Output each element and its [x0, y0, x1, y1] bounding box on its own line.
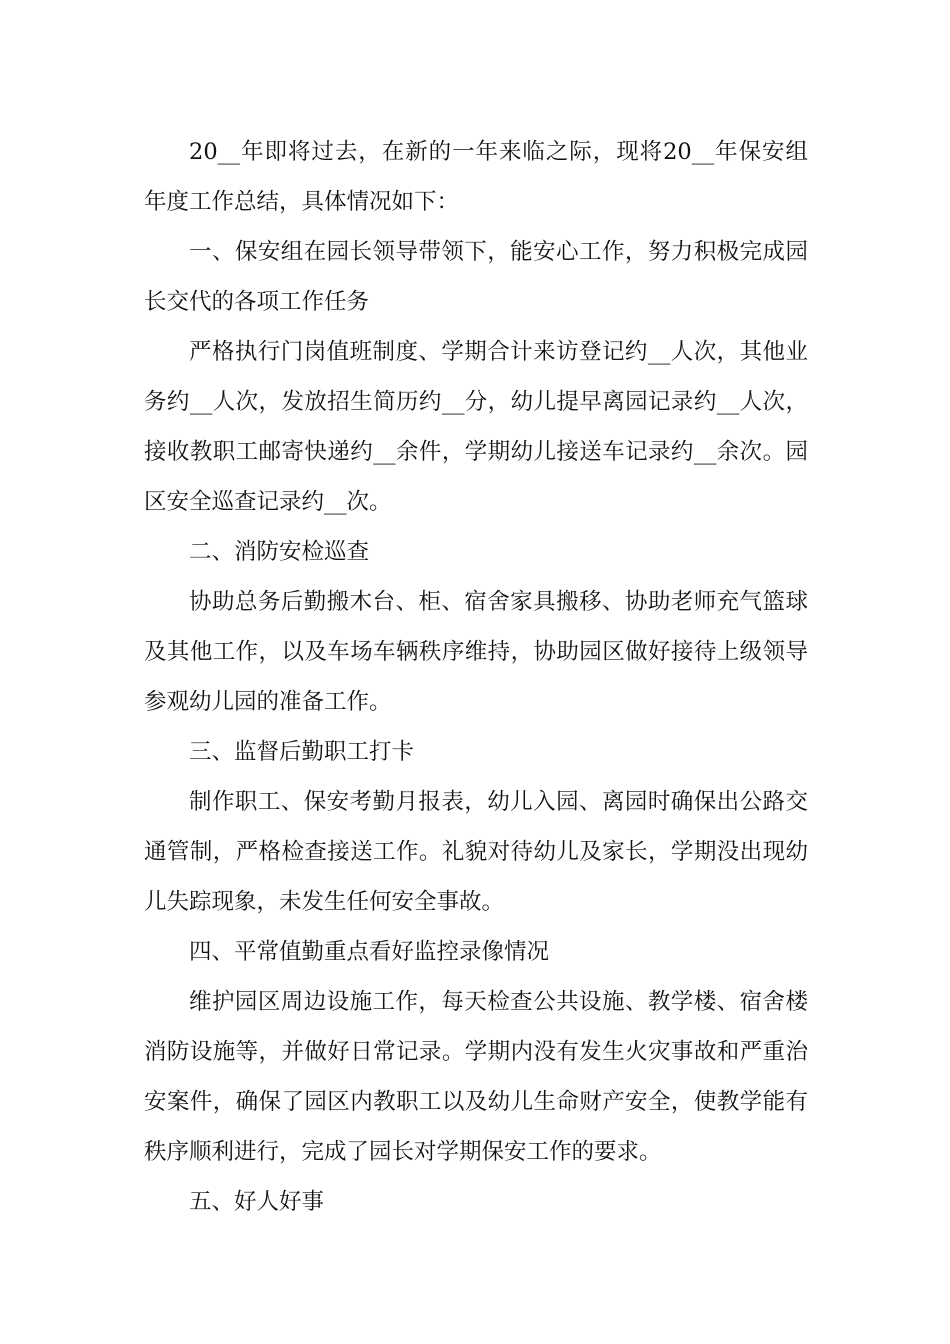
intro-paragraph: 20__年即将过去，在新的一年来临之际，现将20__年保安组年度工作总结，具体情况如下：	[144, 139, 808, 215]
document-body	[144, 127, 808, 1227]
section-heading-4: 四、平常值勤重点看好监控录像情况	[189, 939, 550, 965]
section-body-1: 严格执行门岗值班制度、学期合计来访登记约__人次，其他业务约__人次，发放招生简历约__分，幼儿提早离园记录约__人次，接收教职工邮寄快递约__余件，学期幼儿接送车记录约__余次。园区安全巡查记录约__次。	[144, 339, 808, 515]
section-body-2: 协助总务后勤搬木台、柜、宿舍家具搬移、协助老师充气篮球及其他工作，以及车场车辆秩序维持，协助园区做好接待上级领导参观幼儿园的准备工作。	[144, 589, 808, 715]
section-heading-5: 五、好人好事	[189, 1189, 325, 1215]
section-body-3: 制作职工、保安考勤月报表，幼儿入园、离园时确保出公路交通管制，严格检查接送工作。礼貌对待幼儿及家长，学期没出现幼儿失踪现象，未发生任何安全事故。	[144, 789, 808, 915]
section-body-4: 维护园区周边设施工作，每天检查公共设施、教学楼、宿舍楼消防设施等，并做好日常记录。学期内没有发生火灾事故和严重治安案件，确保了园区内教职工以及幼儿生命财产安全，使教学能有秩序顺利进行，完成了园长对学期保安工作的要求。	[144, 989, 808, 1165]
section-heading-3: 三、监督后勤职工打卡	[189, 739, 415, 765]
section-heading-2: 二、消防安检巡查	[189, 539, 370, 565]
section-heading-1: 一、保安组在园长领导带领下，能安心工作，努力积极完成园长交代的各项工作任务	[144, 239, 808, 315]
